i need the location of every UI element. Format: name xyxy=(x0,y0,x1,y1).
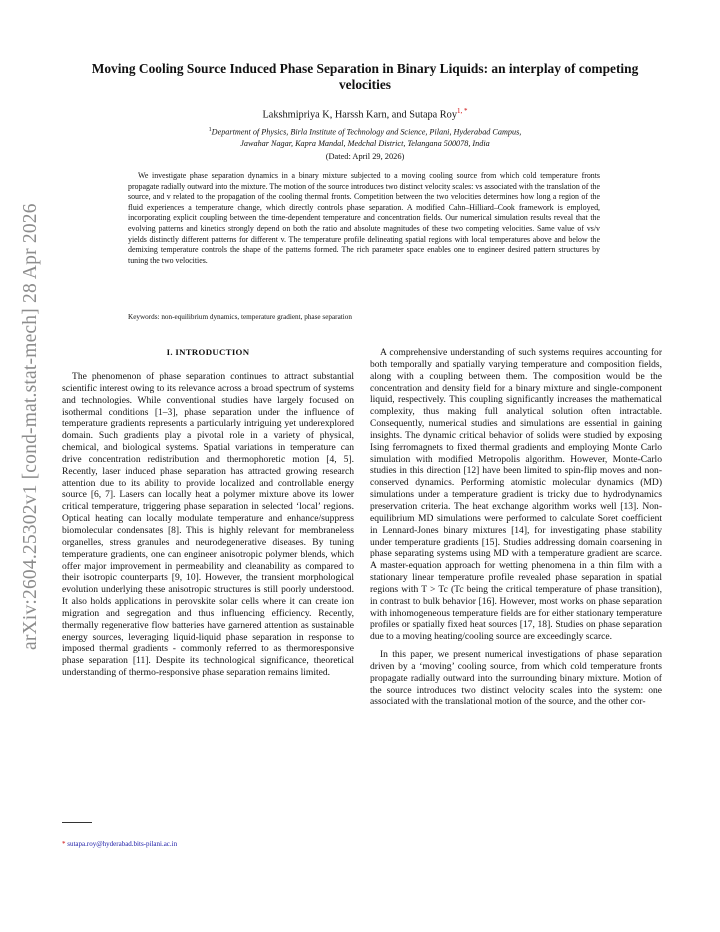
footnote xyxy=(62,840,177,848)
abstract: We investigate phase separation dynamics in a binary mixture subjected to a moving cooling source from which cold temperature fronts propagate radially outward into the mixture. The motion of the source introduces two distinct velocity scales: vs associated with the translation of the source, and v related to the propagation of the cooling thermal fronts. Competition between the two velocities determines how long a region of the fluid experiences a temperature change, which directly controls phase separation. A modified Cahn–Hilliard–Cook framework is employed, incorporating explicit coupling between the time-dependent temperature and concentration fields. Our numerical simulation results reveal that the evolving patterns and kinetics strongly depend on both the ratio and absolute magnitudes of these two competing velocities. Same value of vs/v yields distinctly different patterns for different v. The temperature profile delineating spatial regions with local temperatures above and below the demixing temperature controls the shape of the patterns formed. The rich parameter space enables one to engineer desired pattern structures by tuning the two velocities. xyxy=(128,171,600,265)
corresponding-email-link[interactable]: sutapa.roy@hyderabad.bits-pilani.ac.in xyxy=(67,840,178,848)
author-names: Lakshmipriya K, Harssh Karn, and Sutapa Roy xyxy=(262,109,457,121)
date-line: (Dated: April 29, 2026) xyxy=(325,152,405,161)
intro-paragraph-1: The phenomenon of phase separation continues to attract substantial scientific interest owing to its relevance across a broad spectrum of systems and technologies. While conventional studies have largely focused on isothermal conditions [1–3], phase separation under the influence of temperature gradients represents a particularly intriguing yet underexplored domain. Such gradients play a pivotal role in a variety of physical, chemical, and biological systems. Spatial variations in temperature can drive concentration redistribution and thermophoretic motion [4, 5]. Recently, laser induced phase separation has attracted growing research attention due to its ability to provide localized and controllable energy source [6, 7]. Lasers can locally heat a polymer mixture above its lower critical temperature, triggering phase separation in selected ‘local’ regions. Optical heating can locally modulate temperature and enhance/suppress biomolecular condensates [8]. This is highly relevant for membraneless organelles, stress granules and neurodegenerative diseases. By tuning temperature gradients, one can engineer anisotropic polymer blends, which offer major improvement in permeability and cleanability as compared to their isotropic counterparts [9, 10]. However, the transient morphological evolution underlying these anisotropic structures is still poorly understood. It also holds applications in perovskite solar cells where it can create ion migration and segregation and thus influencing efficiency. Recently, thermally regenerative flow batteries have garnered attention as sustainable energy sources, leveraging liquid-liquid phase separation in response to imposed thermal gradients - commonly referred to as thermoresponsive phase separation [11]. Despite its technological significance, theoretical understanding of thermo-responsive phase separation remains limited. xyxy=(62,371,354,679)
affiliation-line-1: Department of Physics, Birla Institute of Technology and Science, Pilani, Hyderabad Campus, xyxy=(211,127,522,137)
footnote-divider xyxy=(62,822,92,823)
affiliation-line-2: Jawahar Nagar, Kapra Mandal, Medchal District, Telangana 500078, India xyxy=(240,139,490,149)
keywords: Keywords: non-equilibrium dynamics, temperature gradient, phase separation xyxy=(128,313,352,321)
intro-paragraph-3: In this paper, we present numerical investigations of phase separation driven by a ‘moving’ cooling source, from which cold temperature fronts propagate radially outward into the surrounding binary mixture. Motion of the source introduces two distinct velocity scales into the system: one associated with the translational motion of the source, and the other cor- xyxy=(370,649,662,708)
author-affiliation-mark: 1, * xyxy=(456,107,468,115)
arxiv-identifier: arXiv:2604.25302v1 [cond-mat.stat-mech] 28 Apr 2026 xyxy=(20,203,41,650)
right-column xyxy=(370,347,662,708)
affiliation xyxy=(100,125,630,150)
author-list xyxy=(70,107,660,120)
section-heading-introduction: I. INTRODUCTION xyxy=(166,347,250,357)
footnote-mark: * xyxy=(62,840,66,848)
left-column xyxy=(62,347,354,679)
intro-paragraph-2: A comprehensive understanding of such systems requires accounting for both temporally and spatially varying temperature and composition fields, along with a coupling between them. The composition would be the concentration and density field for a binary mixture and single-component liquid, respectively. This coupling significantly increases the mathematical complexity, thus making full analytical solution often intractable. Consequently, numerical studies and simulations are essential in gaining insights. The dynamic critical behavior of solids were studied by exposing Ising ferromagnets to fixed thermal gradients and employing Monte Carlo simulation with modified Metropolis algorithm. However, Monte-Carlo studies in this direction [12] have been limited to spin-flip moves and non-conserved dynamics. Performing atomistic molecular dynamics (MD) simulations under a temperature gradient is tricky due to hydrodynamics preservation criteria. The heat exchange algorithm works well [13]. Non-equilibrium MD simulations were performed to calculate Soret coefficient in Lennard-Jones binary mixtures [14], for investigating phase stability under temperature gradients [15]. Studies addressing domain coarsening in phase separating systems using MD with a temperature gradient are scarce. A master-equation approach for wetting phenomena in a thin film with a stationary linear temperature profile revealed phase separation in spatial regions with T > Tc (Tc being the critical temperature of phase transition), in contrast to bulk behavior [16]. However, most works on phase separation with inhomogeneous temperature fields are for either stationary temperature profiles or spatially fixed heat sources [17, 18]. Studies on phase separation due to a moving heating/cooling source are exceedingly scarce. xyxy=(370,347,662,643)
paper-title: Moving Cooling Source Induced Phase Separation in Binary Liquids: an interplay of competing velocities xyxy=(91,61,639,92)
affiliation-mark: 1 xyxy=(208,127,212,133)
